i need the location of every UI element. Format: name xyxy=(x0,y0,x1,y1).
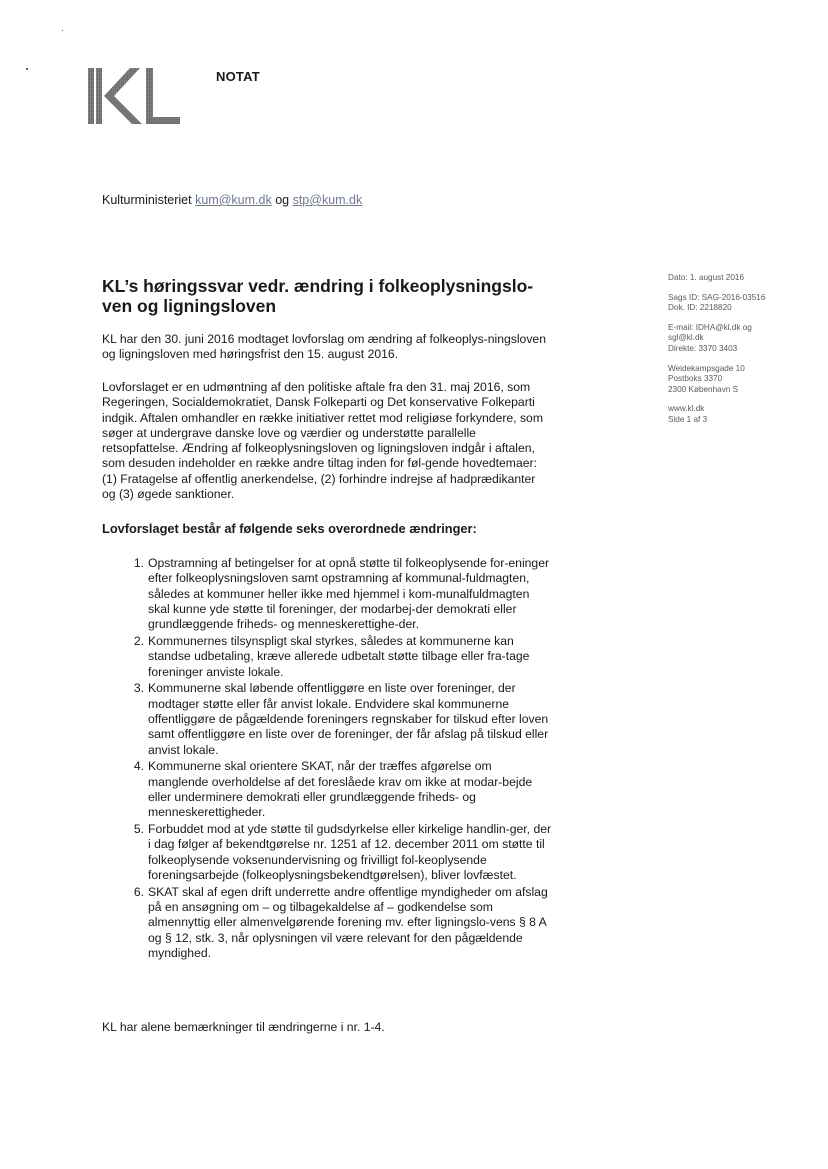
list-item-text: Kommunerne skal løbende offentliggøre en liste over foreninger, der modtager støtte eller får anvist lokale. Endvidere skal kommunerne offentliggøre de pågældende foreningers regnskaber for tilskud efter loven samt offentliggøre en liste over de foreninger, der får afslag på tilskud eller anvist lokale. xyxy=(148,681,549,757)
scan-speck xyxy=(62,30,63,31)
contact-block xyxy=(668,323,818,355)
list-item xyxy=(102,681,552,757)
case-id-line: Sags ID: SAG-2016-03516 xyxy=(668,292,766,302)
list-item xyxy=(102,759,552,820)
recipient-name: Kulturministeriet xyxy=(102,193,192,207)
address-city: 2300 København S xyxy=(668,384,739,394)
recipient-email-stp[interactable]: stp@kum.dk xyxy=(292,193,363,207)
document-type-label: NOTAT xyxy=(216,69,260,84)
address-street: Weidekampsgade 10 xyxy=(668,363,745,373)
address-pobox: Postboks 3370 xyxy=(668,374,723,384)
list-item-text: Kommunernes tilsynspligt skal styrkes, således at kommunerne kan standse udbetaling, kræve allerede udbetalt støtte tilbage eller fra-tage foreninger anviste lokale. xyxy=(148,633,530,679)
email-line-2[interactable]: sgl@kl.dk xyxy=(668,333,704,343)
page-number: Side 1 af 3 xyxy=(668,414,708,424)
kl-logo xyxy=(86,66,182,126)
list-item xyxy=(102,822,552,883)
amendments-heading: Lovforslaget består af følgende seks overordnede ændringer: xyxy=(102,521,477,536)
scan-speck xyxy=(26,68,28,70)
document-title: KL’s høringssvar vedr. ændring i folkeoplysningslo-ven og ligningsloven xyxy=(102,276,534,316)
list-item-number: 1. xyxy=(133,556,144,570)
background-paragraph: Lovforslaget er en udmøntning af den politiske aftale fra den 31. maj 2016, som Regeringen, Socialdemokratiet, Dansk Folkeparti og Det konservative Folkeparti indgik. Aftalen omhandler en række initiativer rettet mod religiøse forkyndere, som søger at undergrave danske love og værdier og understøtte parallelle retsopfattelse. Ændring af folkeoplysningsloven og ligningsloven indgår i aftalen, som desuden indeholder en række andre tiltag inden for føl-gende hovedtemaer: (1) Fratagelse af offentlig anerkendelse, (2) forhindre indrejse af hadprædikanter og (3) øgede sanktioner. xyxy=(102,380,543,502)
closing-paragraph: KL har alene bemærkninger til ændringerne i nr. 1-4. xyxy=(102,1020,385,1034)
web-block xyxy=(668,404,818,425)
list-item-text: Forbuddet mod at yde støtte til gudsdyrkelse eller kirkelige handlin-ger, der i dag følger af bekendtgørelse nr. 1251 af 12. december 2011 om støtte til folkeoplysende voksenundervisning og frivilligt fol-keoplysende foreningsarbejde (folkeoplysningsbekendtgørelsen), bliver lovfæstet. xyxy=(148,822,552,882)
recipient-joiner: og xyxy=(275,193,290,207)
case-id-block xyxy=(668,293,818,314)
document-metadata-sidebar xyxy=(668,273,818,435)
list-item xyxy=(102,634,552,680)
doc-id-line: Dok. ID: 2218820 xyxy=(668,303,732,313)
list-item-number: 6. xyxy=(133,884,144,899)
list-item-text: SKAT skal af egen drift underrette andre offentlige myndigheder om afslag på en ansøgning om – og tilbagekaldelse af – godkendelse som almennyttig eller almenvelgørende forening mv. efter ligningslo-vens § 8 A og § 12, stk. 3, når oplysningen vil være relevant for den pågældende myndighed. xyxy=(148,884,548,960)
intro-paragraph: KL har den 30. juni 2016 modtaget lovforslag om ændring af folkeoplys-ningsloven og ligningsloven med høringsfrist den 15. august 2016. xyxy=(102,332,546,362)
recipient-line xyxy=(102,193,362,207)
list-item-number: 2. xyxy=(133,633,144,648)
direct-phone-line: Direkte: 3370 3403 xyxy=(668,343,738,353)
list-item xyxy=(102,885,552,961)
amendments-list xyxy=(102,556,552,963)
list-item-number: 3. xyxy=(133,681,144,696)
list-item-text: Kommunerne skal orientere SKAT, når der træffes afgørelse om manglende overholdelse af det foreslåede krav om ikke at modar-bejde eller underminere demokrati eller grundlæggende friheds- og menneskerettigheder. xyxy=(148,759,533,820)
date-block xyxy=(668,273,818,284)
date-line: Dato: 1. august 2016 xyxy=(668,273,745,282)
website-link[interactable]: www.kl.dk xyxy=(668,404,705,414)
recipient-email-kum[interactable]: kum@kum.dk xyxy=(195,193,272,207)
list-item-text: Opstramning af betingelser for at opnå støtte til folkeoplysende for-eninger efter folkeoplysningsloven samt opstramning af kommunal-fuldmagten, således at kommuner heller ikke med hjemmel i kom-munalfuldmagten skal kunne yde støtte til foreninger, der modarbej-der demokrati eller grundlæggende friheds- og menneskerettighe-der. xyxy=(148,556,550,632)
list-item-number: 5. xyxy=(133,822,144,837)
list-item-number: 4. xyxy=(133,759,144,774)
email-line[interactable]: E-mail: IDHA@kl.dk og xyxy=(668,322,752,332)
list-item xyxy=(102,556,552,632)
address-block xyxy=(668,364,818,396)
